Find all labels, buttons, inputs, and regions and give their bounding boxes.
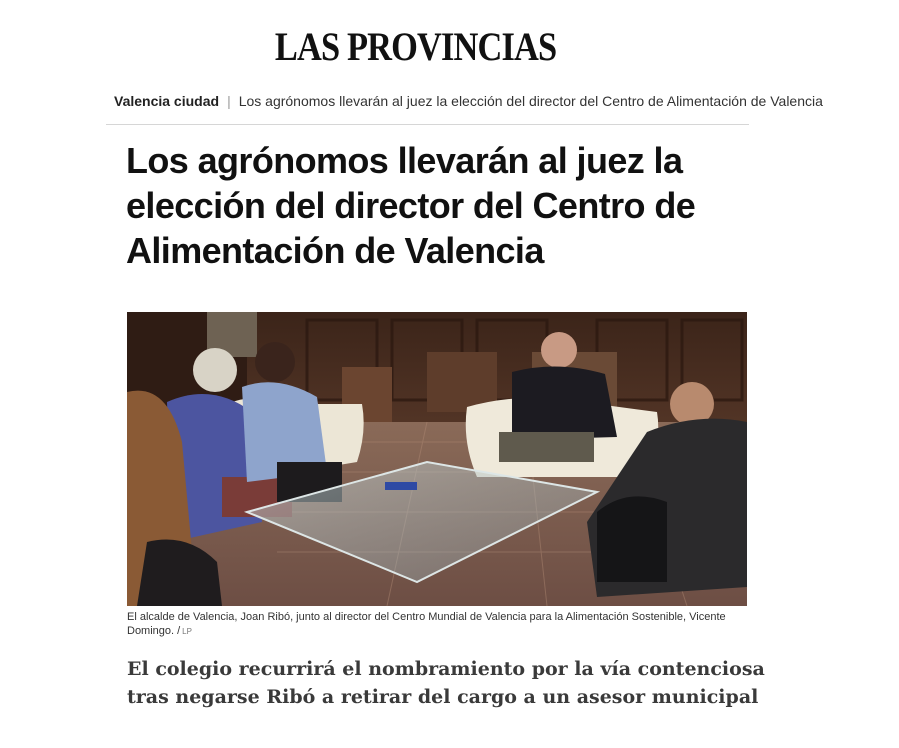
- article-photo: [127, 312, 747, 606]
- photo-credit: LP: [182, 627, 192, 636]
- breadcrumb-separator: |: [227, 93, 231, 109]
- caption-text: El alcalde de Valencia, Joan Ribó, junto al director del Centro Mundial de Valencia para la Alimentación Sostenible, Vicente Domingo.: [127, 611, 726, 637]
- photo-caption: [127, 610, 747, 639]
- article-subheadline: El colegio recurrirá el nombramiento por la vía contenciosa tras negarse Ribó a retirar del cargo a un asesor municipal: [127, 658, 765, 708]
- masthead: [0, 24, 832, 70]
- breadcrumb-current-page: Los agrónomos llevarán al juez la elección del director del Centro de Alimentación de Valencia: [238, 93, 823, 109]
- site-logo[interactable]: LAS PROVINCIAS: [275, 24, 557, 69]
- header-divider: [106, 124, 749, 125]
- article-headline: Los agrónomos llevarán al juez la elección del director del Centro de Alimentación de Valencia: [126, 140, 696, 271]
- breadcrumb: [114, 91, 823, 111]
- photo-illustration: [127, 312, 747, 606]
- breadcrumb-section-link[interactable]: Valencia ciudad: [114, 93, 220, 109]
- caption-credit-separator: /: [177, 625, 181, 637]
